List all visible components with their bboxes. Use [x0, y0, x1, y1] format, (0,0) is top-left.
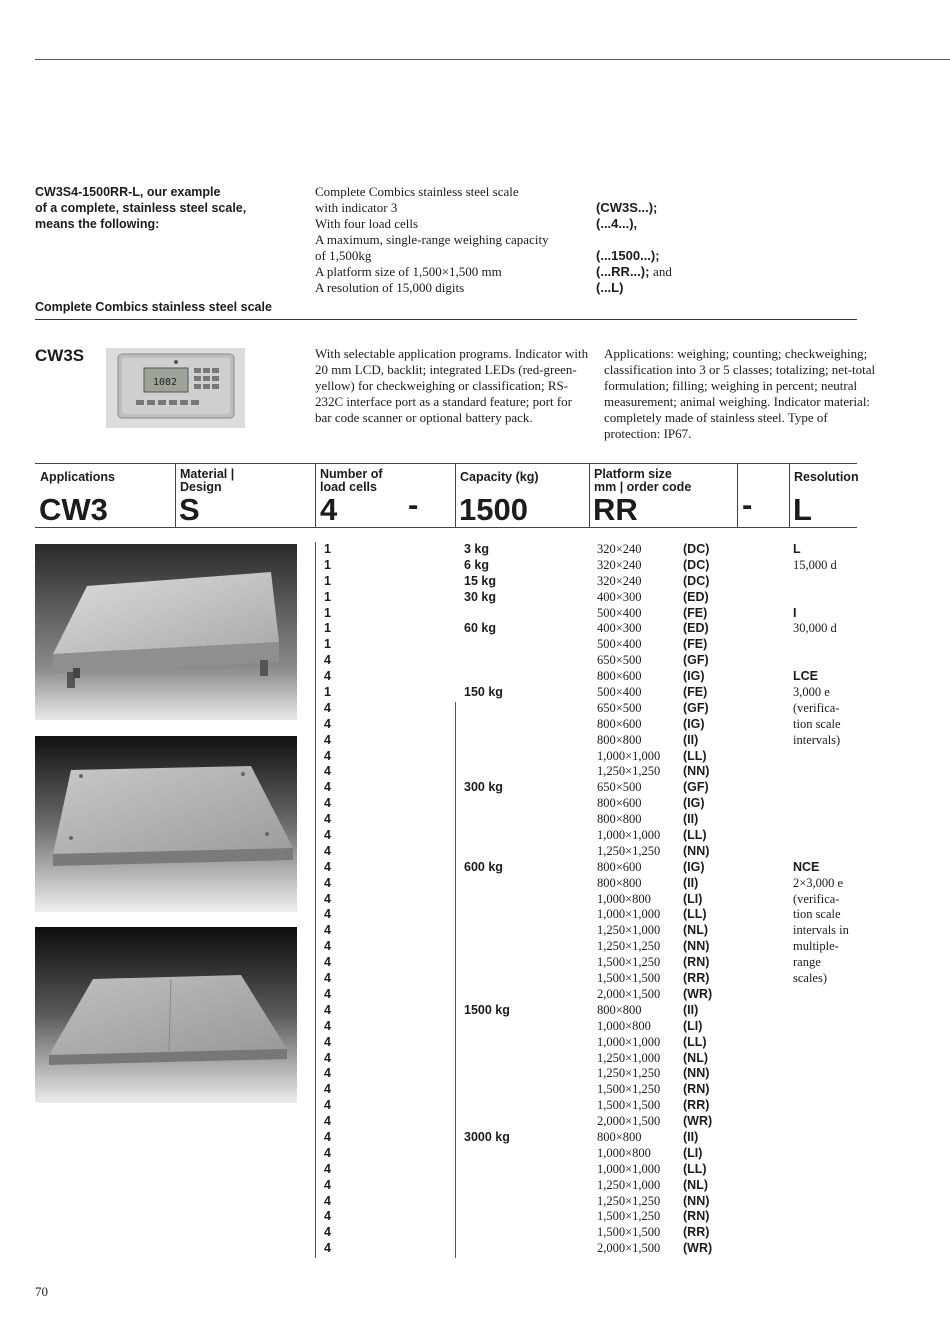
capacity-column — [464, 542, 510, 1257]
capacity-cell — [464, 1225, 510, 1241]
capacity-cell — [464, 939, 510, 955]
load-cells-cell: 4 — [324, 875, 331, 890]
platform-size-cell: 1,250×1,250 — [597, 939, 661, 954]
intro-left-line: CW3S4-1500RR-L, our example — [35, 185, 221, 199]
header-applications-label: Applications — [40, 470, 116, 484]
order-code-cell: (LI) — [683, 1145, 703, 1160]
platform-size-cell: 400×300 — [597, 589, 642, 604]
order-code-cell: (NL) — [683, 923, 708, 938]
order-code-cell: (FE) — [683, 605, 708, 620]
order-code-column — [683, 542, 712, 1257]
capacity-cell — [464, 971, 510, 987]
platform-size-cell: 1,250×1,250 — [597, 1066, 661, 1081]
load-cells-cell: 4 — [324, 1002, 331, 1017]
header-resolution-label: Resolution — [794, 470, 859, 484]
load-cells-cell: 4 — [324, 1193, 331, 1208]
platform-size-cell: 320×240 — [597, 573, 642, 588]
capacity-cell — [464, 1098, 510, 1114]
platform-scale-photo-1 — [35, 544, 297, 720]
resolution-cell: (verifica- — [793, 891, 840, 906]
order-code-cell: (LL) — [683, 907, 707, 922]
load-cells-cell: 4 — [324, 748, 331, 763]
load-cells-cell: 4 — [324, 939, 331, 954]
header-capacity-value: 1500 — [459, 492, 528, 527]
load-cells-cell: 4 — [324, 1066, 331, 1081]
capacity-cell — [464, 1082, 510, 1098]
load-cells-cell: 4 — [324, 812, 331, 827]
order-code-cell: (IG) — [683, 859, 705, 874]
order-code-cell: (NN) — [683, 843, 710, 858]
model-name: CW3S — [35, 346, 85, 365]
header-platform-label-line: mm | order code — [594, 480, 692, 494]
platform-size-cell: 1,000×1,000 — [597, 1161, 661, 1176]
load-cells-cell: 1 — [324, 637, 331, 652]
platform-size-cell: 1,250×1,250 — [597, 1193, 661, 1208]
platform-size-cell: 1,250×1,000 — [597, 1050, 661, 1065]
load-cells-cell: 4 — [324, 828, 331, 843]
order-code-cell: (RN) — [683, 1082, 710, 1097]
capacity-cell — [464, 923, 510, 939]
page-number: 70 — [35, 1284, 48, 1299]
header-top-rule — [35, 463, 857, 464]
platform-size-column — [597, 542, 660, 1257]
intro-mid-line: A resolution of 15,000 digits — [315, 280, 465, 295]
capacity-cell: 600 kg — [464, 859, 503, 874]
order-code-cell: (NN) — [683, 939, 710, 954]
load-cells-cell: 1 — [324, 542, 331, 556]
capacity-cell: 60 kg — [464, 621, 496, 636]
capacity-cell — [464, 1019, 510, 1035]
header-divider — [175, 463, 176, 528]
load-cells-cell: 4 — [324, 700, 331, 715]
order-code-cell: (DC) — [683, 557, 710, 572]
order-code-cell: (RR) — [683, 1098, 710, 1113]
platform-size-cell: 1,500×1,250 — [597, 955, 661, 970]
capacity-cell — [464, 844, 510, 860]
platform-size-cell: 800×600 — [597, 669, 642, 684]
description-features: With selectable application programs. Indicator with 20 mm LCD, backlit; integrated LEDs (red-green-yellow) for checkweighing or classification; RS-232C interface port as a standard feature; port for bar code scanner or optional battery pack. — [315, 346, 589, 425]
load-cells-cell: 4 — [324, 955, 331, 970]
order-code-cell: (LI) — [683, 1018, 703, 1033]
intro-mid-line: A platform size of 1,500×1,500 mm — [315, 264, 502, 279]
order-code-cell: (FE) — [683, 637, 708, 652]
load-cells-cell: 4 — [324, 1145, 331, 1160]
intro-example-text — [35, 184, 295, 232]
load-cells-cell: 1 — [324, 557, 331, 572]
capacity-cell — [464, 717, 510, 733]
order-code-cell: (DC) — [683, 542, 710, 556]
intro-code-line: (CW3S...); — [596, 200, 658, 215]
platform-size-cell: 800×800 — [597, 1129, 642, 1144]
capacity-cell — [464, 1178, 510, 1194]
resolution-cell: tion scale — [793, 907, 841, 922]
intro-mid-line: with indicator 3 — [315, 200, 398, 215]
resolution-cell: range — [793, 955, 821, 970]
capacity-cell — [464, 1194, 510, 1210]
resolution-cell: I — [793, 605, 797, 620]
load-cells-cell: 4 — [324, 971, 331, 986]
order-code-cell: (II) — [683, 1002, 699, 1017]
load-cells-cell: 4 — [324, 1241, 331, 1256]
order-code-cell: (RR) — [683, 971, 710, 986]
load-cells-cell: 4 — [324, 891, 331, 906]
resolution-cell — [793, 796, 873, 812]
load-cells-cell: 4 — [324, 780, 331, 795]
platform-size-cell: 800×800 — [597, 732, 642, 747]
platform-size-cell: 2,000×1,500 — [597, 1241, 661, 1256]
capacity-cell — [464, 733, 510, 749]
load-cells-cell: 4 — [324, 1225, 331, 1240]
platform-size-cell: 1,000×800 — [597, 891, 651, 906]
order-code-cell: (GF) — [683, 700, 709, 715]
order-code-cell: (RN) — [683, 1209, 710, 1224]
load-cells-cell: 4 — [324, 1209, 331, 1224]
platform-size-cell: 2,000×1,500 — [597, 986, 661, 1001]
top-rule — [35, 59, 950, 60]
section-title: Complete Combics stainless steel scale — [35, 300, 272, 314]
intro-mid-line: of 1,500kg — [315, 248, 372, 263]
capacity-cell — [464, 1066, 510, 1082]
resolution-cell — [793, 780, 873, 796]
header-cells-label-line: Number of — [320, 467, 383, 481]
capacity-cell — [464, 876, 510, 892]
header-material-label — [180, 468, 234, 494]
order-code-cell: (II) — [683, 732, 699, 747]
platform-size-cell: 800×600 — [597, 859, 642, 874]
resolution-cell: 2×3,000 e — [793, 875, 844, 890]
capacity-cell — [464, 1051, 510, 1067]
platform-size-cell: 1,250×1,250 — [597, 764, 661, 779]
capacity-cell — [464, 701, 510, 717]
platform-size-cell: 1,250×1,000 — [597, 923, 661, 938]
intro-mid-line: With four load cells — [315, 216, 419, 231]
capacity-cell — [464, 1146, 510, 1162]
capacity-cell: 1500 kg — [464, 1002, 510, 1017]
large-floor-scale-image — [35, 927, 297, 1103]
resolution-cell — [793, 590, 873, 606]
header-divider — [315, 463, 316, 528]
platform-size-cell: 400×300 — [597, 621, 642, 636]
resolution-cell — [793, 828, 873, 844]
load-cells-cell: 4 — [324, 843, 331, 858]
header-material-label-line: Design — [180, 480, 222, 494]
order-code-cell: (LL) — [683, 1161, 707, 1176]
resolution-cell — [793, 844, 873, 860]
resolution-cell — [793, 574, 873, 590]
capacity-cell: 30 kg — [464, 589, 496, 604]
platform-size-cell: 800×800 — [597, 1002, 642, 1017]
platform-size-cell: 500×400 — [597, 637, 642, 652]
order-code-cell: (NL) — [683, 1177, 708, 1192]
header-platform-label-line: Platform size — [594, 467, 672, 481]
load-cells-cell: 4 — [324, 653, 331, 668]
capacity-cell: 300 kg — [464, 780, 503, 795]
intro-code-line: (...L) — [596, 280, 624, 295]
load-cells-cell: 4 — [324, 1018, 331, 1033]
order-code-cell: (GF) — [683, 780, 709, 795]
load-cells-cell: 4 — [324, 859, 331, 874]
header-cells-label-line: load cells — [320, 480, 377, 494]
resolution-cell: 30,000 d — [793, 621, 837, 636]
description-applications: Applications: weighing; counting; checkweighing; classification into 3 or 5 classes; totalizing; net-total formulation; filling; weighing in percent; neutral measurement; animal weighing. Indicator material: completely made of stainless steel. Type of protection: IP67. — [604, 346, 876, 441]
platform-size-cell: 1,000×1,000 — [597, 828, 661, 843]
resolution-cell: tion scale — [793, 716, 841, 731]
order-code-cell: (IG) — [683, 796, 705, 811]
platform-size-cell: 1,500×1,250 — [597, 1209, 661, 1224]
header-material-value: S — [179, 492, 200, 527]
resolution-cell: LCE — [793, 669, 818, 684]
platform-size-cell: 1,250×1,250 — [597, 843, 661, 858]
order-code-cell: (LL) — [683, 748, 707, 763]
load-cells-cell: 4 — [324, 1161, 331, 1176]
resolution-cell: L — [793, 542, 801, 556]
order-code-cell: (II) — [683, 875, 699, 890]
order-code-cell: (IG) — [683, 669, 705, 684]
order-code-cell: (II) — [683, 812, 699, 827]
order-code-cell: (RR) — [683, 1225, 710, 1240]
order-code-cell: (LI) — [683, 891, 703, 906]
platform-size-cell: 800×600 — [597, 716, 642, 731]
capacity-cell: 3000 kg — [464, 1129, 510, 1144]
load-cells-column — [324, 542, 331, 1257]
load-cells-cell: 1 — [324, 621, 331, 636]
load-cells-cell: 4 — [324, 764, 331, 779]
header-bottom-rule — [35, 527, 857, 528]
order-code-cell: (NN) — [683, 1066, 710, 1081]
capacity-cell — [464, 812, 510, 828]
intro-explanation — [315, 184, 595, 296]
load-cells-cell: 4 — [324, 1082, 331, 1097]
capacity-cell — [464, 907, 510, 923]
order-code-cell: (LL) — [683, 1034, 707, 1049]
resolution-cell: multiple- — [793, 939, 839, 954]
header-applications-value: CW3 — [39, 492, 108, 527]
bench-scale-image — [35, 544, 297, 720]
resolution-cell: (verifica- — [793, 700, 840, 715]
capacity-cell — [464, 1241, 510, 1257]
header-cells-value: 4 — [320, 492, 338, 527]
order-code-cell: (GF) — [683, 653, 709, 668]
capacity-cell — [464, 1114, 510, 1130]
load-cells-cell: 4 — [324, 1129, 331, 1144]
order-code-cell: (ED) — [683, 589, 709, 604]
platform-size-cell: 500×400 — [597, 685, 642, 700]
platform-size-cell: 1,000×800 — [597, 1145, 651, 1160]
column-rule — [315, 542, 316, 1258]
platform-size-cell: 1,500×1,500 — [597, 1225, 661, 1240]
capacity-cell — [464, 955, 510, 971]
intro-code-parts — [596, 184, 716, 296]
capacity-cell: 6 kg — [464, 557, 490, 572]
resolution-cell — [793, 637, 873, 653]
capacity-cell — [464, 796, 510, 812]
indicator-display-text: 1082 — [153, 377, 178, 388]
capacity-cell — [464, 1209, 510, 1225]
load-cells-cell: 1 — [324, 589, 331, 604]
intro-code-line: (...1500...); — [596, 248, 660, 263]
capacity-cell — [464, 653, 510, 669]
platform-size-cell: 1,000×1,000 — [597, 907, 661, 922]
header-divider — [589, 463, 590, 528]
intro-left-line: of a complete, stainless steel scale, — [35, 201, 247, 215]
resolution-cell: NCE — [793, 859, 820, 874]
resolution-cell: 15,000 d — [793, 557, 837, 572]
resolution-cell — [793, 749, 873, 765]
load-cells-cell: 1 — [324, 573, 331, 588]
load-cells-cell: 4 — [324, 669, 331, 684]
capacity-cell: 150 kg — [464, 685, 503, 700]
resolution-cell: 3,000 e — [793, 685, 830, 700]
indicator-image — [106, 348, 245, 428]
order-code-cell: (NL) — [683, 1050, 708, 1065]
capacity-cell — [464, 637, 510, 653]
order-code-cell: (NN) — [683, 764, 710, 779]
indicator-photo — [106, 348, 245, 428]
order-code-cell: (DC) — [683, 573, 710, 588]
platform-size-cell: 800×600 — [597, 796, 642, 811]
order-code-cell: (WR) — [683, 986, 713, 1001]
resolution-cell: scales) — [793, 971, 828, 986]
capacity-cell — [464, 669, 510, 685]
load-cells-cell: 4 — [324, 796, 331, 811]
capacity-cell — [464, 1162, 510, 1178]
resolution-cell — [793, 764, 873, 780]
platform-size-cell: 1,000×1,000 — [597, 748, 661, 763]
load-cells-cell: 4 — [324, 923, 331, 938]
load-cells-cell: 4 — [324, 1098, 331, 1113]
platform-scale-photo-2 — [35, 736, 297, 912]
platform-size-cell: 1,000×1,000 — [597, 1034, 661, 1049]
platform-size-cell: 1,000×800 — [597, 1018, 651, 1033]
load-cells-cell: 4 — [324, 1034, 331, 1049]
platform-size-cell: 2,000×1,500 — [597, 1114, 661, 1129]
resolution-column — [793, 542, 873, 987]
platform-scale-photo-3 — [35, 927, 297, 1103]
column-rule — [455, 702, 456, 1258]
order-code-cell: (ED) — [683, 621, 709, 636]
header-material-label-line: Material | — [180, 467, 235, 481]
section-rule — [35, 319, 857, 320]
capacity-cell — [464, 606, 510, 622]
platform-size-cell: 1,500×1,500 — [597, 971, 661, 986]
load-cells-cell: 1 — [324, 605, 331, 620]
order-code-cell: (RN) — [683, 955, 710, 970]
capacity-cell: 15 kg — [464, 573, 496, 588]
header-dash: - — [742, 487, 753, 522]
intro-code-line — [596, 184, 716, 200]
load-cells-cell: 4 — [324, 732, 331, 747]
platform-size-cell: 1,250×1,000 — [597, 1177, 661, 1192]
order-code-cell: (WR) — [683, 1114, 713, 1129]
intro-code-line: (...4...), — [596, 216, 638, 231]
platform-size-cell: 1,500×1,500 — [597, 1098, 661, 1113]
header-divider — [455, 463, 456, 528]
capacity-cell — [464, 828, 510, 844]
capacity-cell — [464, 749, 510, 765]
platform-size-cell: 800×800 — [597, 812, 642, 827]
order-code-cell: (IG) — [683, 716, 705, 731]
load-cells-cell: 4 — [324, 907, 331, 922]
resolution-cell: intervals) — [793, 732, 841, 747]
resolution-cell — [793, 653, 873, 669]
order-code-cell: (NN) — [683, 1193, 710, 1208]
capacity-cell — [464, 1035, 510, 1051]
platform-size-cell: 800×800 — [597, 875, 642, 890]
order-code-cell: (FE) — [683, 685, 708, 700]
header-platform-label — [594, 468, 691, 494]
platform-size-cell: 320×240 — [597, 542, 642, 556]
platform-size-cell: 650×500 — [597, 780, 642, 795]
intro-code-line: (...RR...); and — [596, 264, 672, 279]
load-cells-cell: 4 — [324, 986, 331, 1001]
capacity-cell — [464, 892, 510, 908]
intro-code-line — [596, 232, 716, 248]
header-divider — [737, 463, 738, 528]
header-cells-label — [320, 468, 383, 494]
load-cells-cell: 4 — [324, 1114, 331, 1129]
load-cells-cell: 4 — [324, 1050, 331, 1065]
header-capacity-label: Capacity (kg) — [460, 470, 539, 484]
capacity-cell — [464, 987, 510, 1003]
header-dash: - — [408, 487, 419, 522]
platform-size-cell: 650×500 — [597, 700, 642, 715]
intro-mid-line: Complete Combics stainless steel scale — [315, 184, 519, 199]
capacity-cell: 3 kg — [464, 542, 490, 556]
platform-size-cell: 320×240 — [597, 557, 642, 572]
order-code-cell: (LL) — [683, 828, 707, 843]
header-platform-value: RR — [593, 492, 638, 527]
floor-scale-image — [35, 736, 297, 912]
platform-size-cell: 650×500 — [597, 653, 642, 668]
order-code-cell: (II) — [683, 1129, 699, 1144]
platform-size-cell: 1,500×1,250 — [597, 1082, 661, 1097]
resolution-cell: intervals in — [793, 923, 849, 938]
order-code-cell: (WR) — [683, 1241, 713, 1256]
intro-mid-line: A maximum, single-range weighing capacity — [315, 232, 549, 247]
resolution-cell — [793, 812, 873, 828]
capacity-cell — [464, 764, 510, 780]
load-cells-cell: 4 — [324, 716, 331, 731]
load-cells-cell: 1 — [324, 685, 331, 700]
platform-size-cell: 500×400 — [597, 605, 642, 620]
load-cells-cell: 4 — [324, 1177, 331, 1192]
intro-left-line: means the following: — [35, 217, 160, 231]
header-divider — [789, 463, 790, 528]
header-resolution-value: L — [793, 492, 812, 527]
